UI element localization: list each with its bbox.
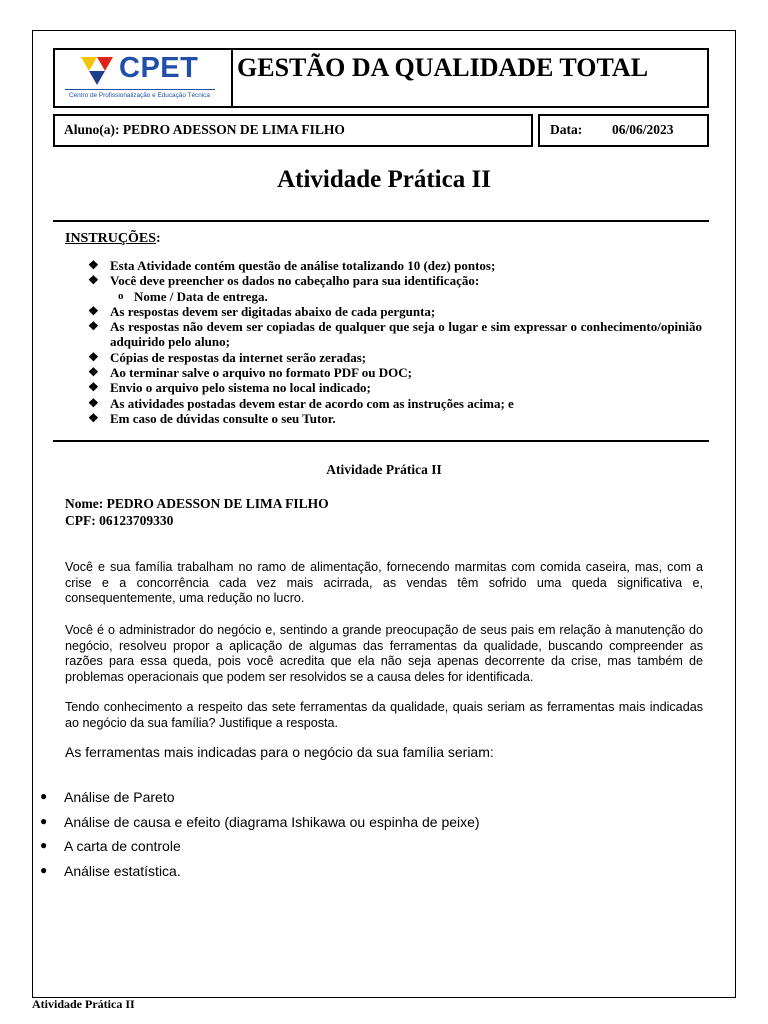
cpf-value: 06123709330 [99, 513, 174, 528]
document-title: GESTÃO DA QUALIDADE TOTAL [237, 53, 649, 82]
divider-top [53, 220, 709, 222]
cpet-logo-icon [79, 55, 115, 87]
identification-cpf [65, 513, 173, 529]
bullet-icon: ● [40, 862, 48, 877]
diamond-bullet-icon: ❖ [88, 410, 99, 425]
answer-intro: As ferramentas mais indicadas para o negócio da sua família seriam: [65, 744, 494, 760]
bullet-icon: ● [40, 789, 48, 803]
instruction-subitem: o Nome / Data de entrega. [118, 288, 268, 304]
instruction-item: ❖ Cópias de respostas da internet serão zeradas; [88, 349, 367, 365]
instructions-list [88, 258, 702, 426]
activity-title: Atividade Prática II [277, 166, 491, 193]
bullet-icon: ● [40, 813, 48, 828]
date-label: Data: [550, 122, 583, 137]
instruction-item: ❖ Envio o arquivo pelo sistema no local indicado; [88, 380, 371, 396]
answer-item: ● A carta de controle [40, 838, 181, 855]
diamond-bullet-icon: ❖ [88, 319, 99, 334]
diamond-bullet-icon: ❖ [88, 273, 99, 288]
section-title: Atividade Prática II [326, 462, 442, 477]
instruction-item: ❖ As atividades postadas devem estar de acordo com as instruções acima; e [88, 395, 514, 411]
diamond-bullet-icon: ❖ [88, 303, 99, 318]
instruction-item: ❖ Você deve preencher os dados no cabeçalho para sua identificação: [88, 273, 480, 289]
instructions-heading: INSTRUÇÕES: [65, 231, 161, 246]
answer-item: ● Análise estatística. [40, 862, 181, 879]
diamond-bullet-icon: ❖ [88, 349, 99, 364]
question-paragraph: Você e sua família trabalham no ramo de alimentação, fornecendo marmitas com comida caseira, mas, com a crise e a concorrência cada vez mais acirrada, as vendas têm sofrido uma queda significativa e, consequentemente, uma redução no lucro. [65, 560, 703, 606]
student-field [53, 114, 533, 147]
instruction-item: ❖ As respostas devem ser digitadas abaixo de cada pergunta; [88, 303, 436, 319]
answer-item: ● Análise de causa e efeito (diagrama Ishikawa ou espinha de peixe) [40, 813, 480, 830]
name-value: PEDRO ADESSON DE LIMA FILHO [106, 496, 329, 511]
name-label: Nome: [65, 496, 104, 511]
logo-divider [65, 89, 215, 90]
header-box [53, 48, 709, 108]
bullet-icon: ● [40, 838, 48, 853]
diamond-bullet-icon: ❖ [88, 258, 99, 272]
diamond-bullet-icon: ❖ [88, 395, 99, 410]
logo-subtitle: Centro de Profissionalização e Educação Técnica [69, 92, 210, 99]
identification-name [65, 496, 329, 512]
instruction-item: ❖ Esta Atividade contém questão de análise totalizando 10 (dez) pontos; [88, 258, 496, 273]
cpf-label: CPF: [65, 513, 96, 528]
date-value: 06/06/2023 [612, 122, 674, 137]
question-paragraph: Tendo conhecimento a respeito das sete ferramentas da qualidade, quais seriam as ferramentas mais indicadas ao negócio da sua família? Justifique a resposta. [65, 700, 703, 730]
instruction-item: ❖ Ao terminar salve o arquivo no formato PDF ou DOC; [88, 365, 412, 381]
question-paragraph: Você é o administrador do negócio e, sentindo a grande preocupação de seus pais em relação à manutenção do negócio, resolveu propor a aplicação de algumas das ferramentas da qualidade, buscando compreender as razões para essa queda, pois você acredita que ela não seja apenas decorrente da crise, mas também de problemas operacionais que podem ser resolvidos se a causa deles for identificada. [65, 623, 703, 684]
instruction-item: ❖ As respostas não devem ser copiadas de qualquer que seja o lugar e sim expressar o conhecimento/opinião adquirido pelo aluno; [88, 319, 702, 350]
student-name: PEDRO ADESSON DE LIMA FILHO [122, 122, 345, 137]
student-label: Aluno(a): [64, 122, 120, 137]
diamond-bullet-icon: ❖ [88, 380, 99, 395]
page-footer: Atividade Prática II [32, 997, 135, 1011]
answer-list [40, 789, 480, 887]
logo-cell [55, 50, 233, 106]
instruction-item: ❖ Em caso de dúvidas consulte o seu Tutor. [88, 410, 336, 426]
date-field [538, 114, 709, 147]
diamond-bullet-icon: ❖ [88, 365, 99, 380]
logo-text: CPET [119, 52, 199, 84]
answer-item: ● Análise de Pareto [40, 789, 175, 805]
circle-bullet-icon: o [118, 289, 124, 302]
divider-bottom [53, 440, 709, 442]
